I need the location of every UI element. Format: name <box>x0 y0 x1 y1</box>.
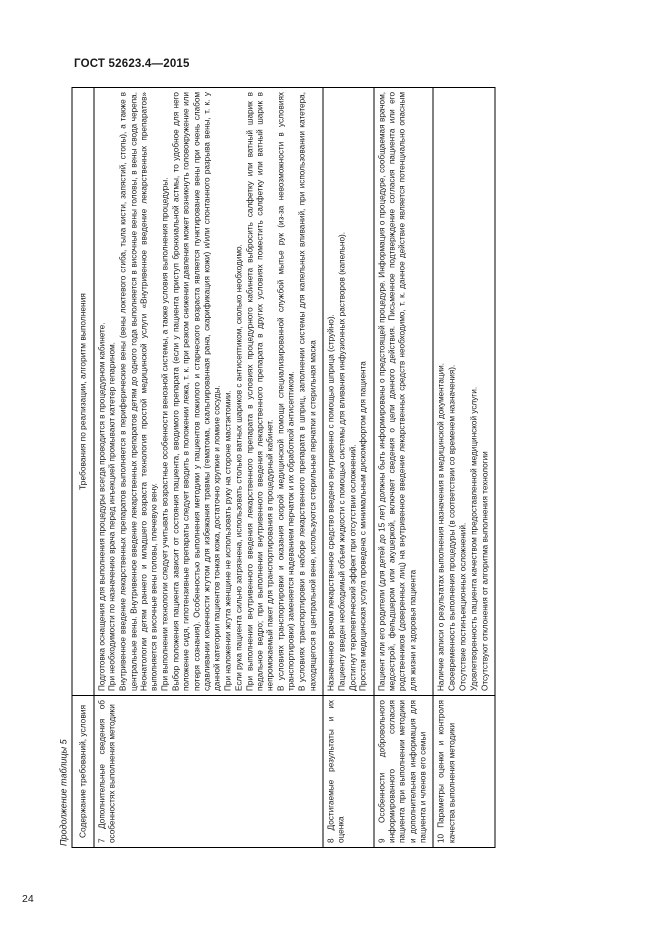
requirements-table <box>71 87 495 848</box>
content-paragraph: Назначенное врачом лекарственное средство введено внутривенно с помощью шприца (струйно). <box>325 313 335 691</box>
row-requirement-label: 10 Параметры оценки и контроля качества выполнения методики <box>433 695 495 847</box>
content-paragraph: Достигнут терапевтический эффект при отсутствии осложнений. <box>347 443 357 691</box>
content-paragraph: При выполнении внутривенного введения лекарственного препарата в условиях процедурного кабинета выбросить салфетку или ватный шарик в педальное ведро; при выполнении внутривенного введения лекарственного препарата в других условиях поместить салфетку или ватный шарик в непромокаемый пакет для транспортирования в процедурный кабинет. <box>244 91 275 691</box>
content-paragraph: При необходимости по назначению врача перед инъекцией промывают катетер гепарином. <box>107 341 117 691</box>
content-paragraph: Отсутствие постинъекционных осложнений. <box>458 522 468 691</box>
content-paragraph: Выбор положения пациента зависит от состояния пациента, вводимого препарата (если у пациента приступ бронхиальной астмы, то удобное для него положение сидя, гипотензивные препараты следует вводить в положении лежа, т. к. при резком снижении давления может возникнуть головокружение или потеря сознания). Особенностью выполнения методики у пациентов пожилого и старческого возраста является пунктирование вены при очень слабом сдавливании конечности жгутом для избежания травмы (гематома, скальпированная рана, скарификация кожи) и/или спонтанного разрыва вены, т. к. у данной категории пациентов тонкая кожа, достаточно хрупкие и ломкие сосуды. <box>170 91 222 691</box>
table-row <box>93 87 322 847</box>
row-requirement-label: 9 Особенности добровольного информированного согласия пациента при выполнении методики и дополнительная информация для пациента и членов его семьи <box>373 695 433 847</box>
content-paragraph: Наличие записи о результатах выполнения назначения в медицинской документации. <box>436 362 446 691</box>
table-body <box>93 87 494 847</box>
content-paragraph: В условиях транспортировки в наборе лекарственного препарата в шприц, заполнении системы для капельных вливаний, при использовании катетера, находящегося в центральной вене, используются стерильные перчатки и стерильная маска <box>297 91 317 691</box>
row-requirement-label: 8 Достигаемые результаты и их оценка <box>322 695 373 847</box>
content-paragraph: Удовлетворенность пациента качеством предоставленной медицинской услуги. <box>468 386 478 691</box>
content-paragraph: Пациенту введен необходимый объем жидкости с помощью системы для вливания инфузионных растворов (капельно). <box>336 231 346 691</box>
table-row <box>373 87 433 847</box>
table-caption: Продолжение таблицы 5 <box>58 738 68 846</box>
content-paragraph: При выполнении технологии следует учитывать возрастные особенности венозной системы, а также условия выполнения процедуры. <box>160 177 170 691</box>
content-paragraph: Если рука пациента сильно загрязнена, использовать столько ватных шариков с антисептиком, сколько необходимо. <box>233 243 243 691</box>
row-content-cell <box>433 87 495 695</box>
column-header-implementation: Требования по реализации, алгоритм выполнения <box>72 87 94 695</box>
content-paragraph: Простая медицинская услуга проведена с минимальным дискомфортом для пациента <box>358 360 368 691</box>
row-requirement-label: 7 Дополнительные сведения об особенностях выполнения методики <box>93 695 322 847</box>
content-paragraph: Подготовка оснащения для выполнения процедуры всегда проводится в процедурном кабинете. <box>96 322 106 691</box>
table-row <box>322 87 373 847</box>
content-paragraph: Внутривенное введение лекарственных препаратов выполняется в периферические вены (вены локтевого сгиба, тыла кисти, запястий, стопы), а также в центральные вены. Внутривенное введение лекарственных препаратов детям до одного года выполняется в височные вены головы, в вены свода черепа. Неонатологии детям раннего и младшего возраста технология простой медицинской услуги «Внутривенное введение лекарственных препаратов» выполняется в височные вены головы, плечевую вену. <box>118 91 159 691</box>
page-title: ГОСТ 52623.4—2015 <box>74 58 190 70</box>
row-content-cell <box>93 87 322 695</box>
rotated-table-inner <box>58 88 603 848</box>
content-paragraph: Отсутствуют отклонения от алгоритма выполнения технологии <box>479 450 489 691</box>
row-content-cell <box>322 87 373 695</box>
content-paragraph: Пациент или его родители (для детей до 15 лет) должны быть информированы о предстоящей процедуре. Информация о процедуре, сообщаемая врачом, медсестрой, фельдшером или акушеркой, включает сведения о цели данного действия. Письменное подтверждение согласия пациента или его родственников (доверенных лиц) на внутривенное введение лекарственных средств необходимо, т. к. данное действие является потенциально опасным для жизни и здоровья пациента <box>376 91 417 691</box>
row-content-cell <box>373 87 433 695</box>
content-paragraph: Своевременность выполнения процедуры (в соответствии со временем назначения). <box>447 364 457 691</box>
table-row <box>433 87 495 847</box>
content-paragraph: В условиях транспортировки и оказания скорой медицинской помощи специализированной службой мытье рук (из-за невозможности в условиях транспортировки) заменяется надеванием перчаток и их обработкой антисептиком. <box>276 91 296 691</box>
column-header-requirements: Содержание требований, условия <box>72 695 94 847</box>
table-header-row <box>72 87 94 847</box>
page-number: 24 <box>22 893 34 905</box>
content-paragraph: При наложении жгута женщине не использовать руку на стороне мастэктомии. <box>223 389 233 691</box>
